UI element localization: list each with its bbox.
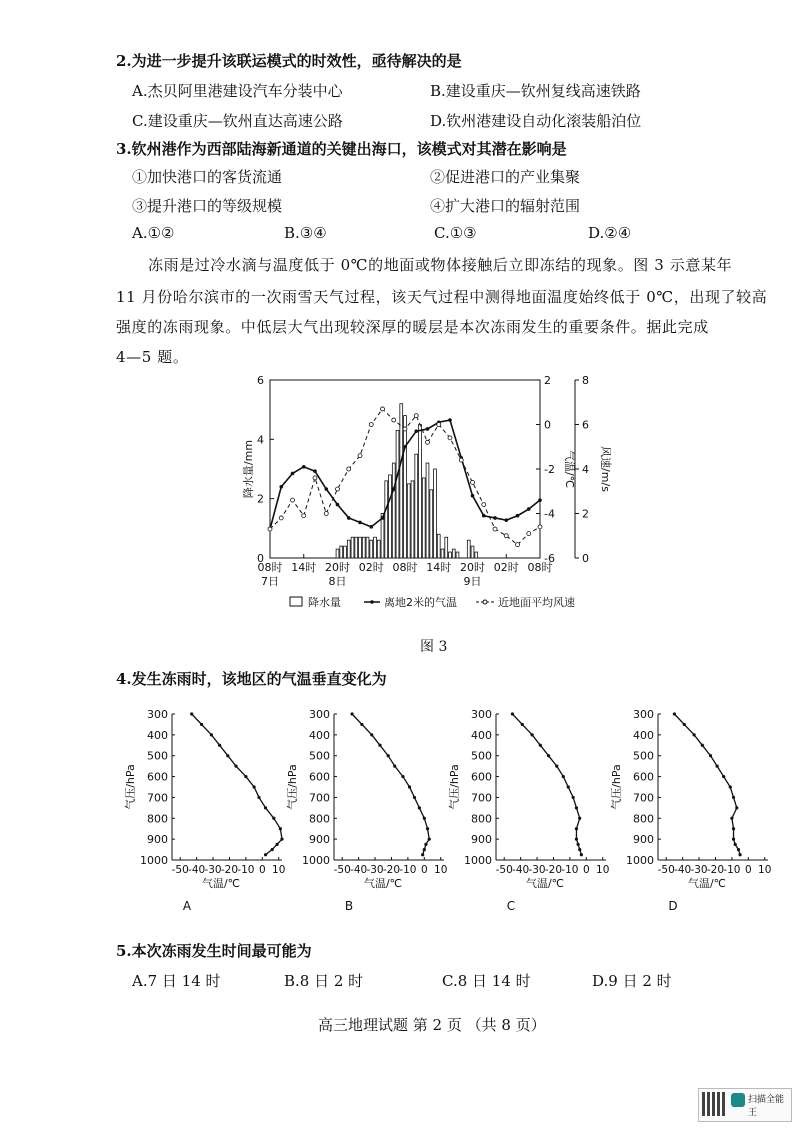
profile-point xyxy=(421,853,424,856)
temp-tick-label: 10 xyxy=(434,864,448,876)
profile-point xyxy=(539,744,542,747)
wind-point xyxy=(291,498,295,502)
scanner-watermark xyxy=(698,1088,792,1122)
precip-tick-label: 0 xyxy=(257,552,264,565)
temperature-point xyxy=(448,418,452,422)
precip-bar xyxy=(396,430,399,558)
panel-label: D xyxy=(668,899,678,913)
profile-point xyxy=(580,853,583,856)
q5-option-d: D.9 日 2 时 xyxy=(592,972,672,990)
temp-tick-label: -30 xyxy=(204,864,222,876)
profile-point xyxy=(575,838,578,841)
pressure-tick-label: 500 xyxy=(633,749,654,763)
temp-tick-label: -30 xyxy=(690,864,708,876)
precip-bar xyxy=(400,404,403,558)
x-tick-label: 20时 xyxy=(460,561,485,574)
pressure-tick-label: 400 xyxy=(633,728,654,742)
panel-label: A xyxy=(182,899,192,913)
q2-option-c: C.建设重庆—钦州直达高速公路 xyxy=(132,112,343,130)
temp-tick-label: -40 xyxy=(188,864,206,876)
pressure-tick-label: 800 xyxy=(633,812,654,826)
temp-tick-label: 0 xyxy=(420,864,428,876)
temp-tick-label: -40 xyxy=(350,864,368,876)
wind-point xyxy=(336,487,340,491)
wind-tick-label: 8 xyxy=(582,374,589,387)
precip-bar xyxy=(467,540,470,558)
wind-point xyxy=(426,440,430,444)
wind-point xyxy=(268,527,272,531)
legend-precip-label: 降水量 xyxy=(308,596,341,609)
precip-bar xyxy=(407,484,410,558)
precip-bar xyxy=(366,537,369,558)
profile-point xyxy=(275,843,278,846)
temperature-point xyxy=(504,518,508,522)
temp-tick-label: -10 xyxy=(399,864,417,876)
temp-tick-label: 10 xyxy=(596,864,610,876)
pressure-tick-label: 700 xyxy=(471,791,492,805)
x-tick-label: 08时 xyxy=(257,561,283,574)
wind-point xyxy=(538,525,542,529)
profile-point xyxy=(547,754,550,757)
profile-point xyxy=(737,848,740,851)
profile-point xyxy=(401,775,404,778)
wind-point xyxy=(482,503,486,507)
pressure-axis-label: 气压/hPa xyxy=(124,764,137,810)
profile-point xyxy=(190,712,193,715)
pressure-axis-label: 气压/hPa xyxy=(610,764,623,810)
wind-point xyxy=(516,543,520,547)
wind-point xyxy=(459,458,463,462)
pressure-tick-label: 1000 xyxy=(302,854,330,867)
pressure-tick-label: 600 xyxy=(147,770,168,784)
precip-bar xyxy=(374,537,377,558)
precip-tick-label: 4 xyxy=(257,433,264,447)
temp-tick-label: -30 xyxy=(366,864,384,876)
wind-point xyxy=(414,414,418,418)
intro-line-4: 4—5 题。 xyxy=(116,348,189,366)
profile-point xyxy=(732,796,735,799)
temperature-point xyxy=(313,469,317,473)
panel-label: C xyxy=(506,899,516,913)
profile-point xyxy=(531,733,534,736)
temp-tick-label: 0 xyxy=(582,864,590,876)
legend-temp-label: 离地2米的气温 xyxy=(384,596,457,609)
profile-line xyxy=(192,714,282,855)
pressure-tick-label: 500 xyxy=(309,749,330,763)
profile-chart-c xyxy=(444,702,624,920)
temperature-point xyxy=(426,427,430,431)
pressure-tick-label: 300 xyxy=(147,708,168,721)
profile-point xyxy=(378,744,381,747)
wind-point xyxy=(369,423,373,427)
wind-point xyxy=(347,467,351,471)
profile-point xyxy=(264,853,267,856)
profile-point xyxy=(408,785,411,788)
temperature-point xyxy=(279,485,283,489)
wind-tick-label: 0 xyxy=(582,552,589,565)
temperature-point xyxy=(414,429,418,433)
day-label: 8日 xyxy=(328,575,347,588)
profile-point xyxy=(732,827,735,830)
wind-point xyxy=(403,427,407,431)
temp-tick-label: -20 xyxy=(706,864,725,876)
pressure-tick-label: 700 xyxy=(309,791,330,805)
x-tick-label: 02时 xyxy=(493,561,519,574)
q4-stem: 4.发生冻雨时，该地区的气温垂直变化为 xyxy=(116,670,387,688)
temperature-point xyxy=(471,494,475,498)
scanner-badge-text: 扫描全能王 xyxy=(748,1095,785,1118)
precip-bar xyxy=(377,540,380,558)
x-tick-label: 02时 xyxy=(358,561,384,574)
pressure-axis-label: 气压/hPa xyxy=(448,764,461,810)
profile-point xyxy=(578,817,581,820)
temp-axis-label: 气温/℃ xyxy=(563,449,576,489)
precip-bar xyxy=(347,540,350,558)
temp-tick-label: -40 xyxy=(512,864,530,876)
q3-stem: 3.钦州港作为西部陆海新通道的关键出海口，该模式对其潜在影响是 xyxy=(116,140,567,158)
temperature-point xyxy=(369,525,373,529)
precip-bar xyxy=(449,552,452,558)
q3-option-a: A.①② xyxy=(132,224,175,242)
profile-point xyxy=(730,817,733,820)
scanner-logo-icon xyxy=(731,1093,745,1107)
profile-point xyxy=(734,843,737,846)
q2-option-a: A.杰贝阿里港建设汽车分装中心 xyxy=(132,82,343,100)
temp-tick-label: -50 xyxy=(171,864,189,876)
wind-point xyxy=(313,476,317,480)
profile-point xyxy=(673,712,676,715)
x-tick-label: 08时 xyxy=(392,561,418,574)
x-tick-label: 20时 xyxy=(325,561,350,574)
pressure-tick-label: 900 xyxy=(147,833,168,847)
profile-chart-d xyxy=(606,702,786,920)
precip-bar xyxy=(415,454,418,558)
q2-option-d: D.钦州港建设自动化滚装船泊位 xyxy=(430,112,642,130)
profile-point xyxy=(350,712,353,715)
pressure-tick-label: 700 xyxy=(147,791,168,805)
temperature-point xyxy=(527,507,531,511)
figure-3-chart xyxy=(230,368,610,628)
profile-point xyxy=(218,744,221,747)
profile-point xyxy=(423,848,426,851)
profile-point xyxy=(722,775,725,778)
precip-bar xyxy=(359,537,362,558)
precip-bar xyxy=(389,475,392,558)
wind-tick-label: 6 xyxy=(582,418,589,432)
temp-tick-label: -4 xyxy=(544,507,555,521)
temp-tick-label: 0 xyxy=(544,418,551,432)
pressure-tick-label: 500 xyxy=(147,749,168,763)
pressure-tick-label: 600 xyxy=(471,770,492,784)
profile-point xyxy=(257,796,260,799)
profile-line xyxy=(512,714,581,855)
legend-temp-marker xyxy=(370,600,374,604)
temp-tick-label: 2 xyxy=(544,374,551,387)
precip-bar xyxy=(437,534,440,558)
pressure-tick-label: 900 xyxy=(309,833,330,847)
temp-tick-label: 0 xyxy=(258,864,266,876)
temp-tick-label: -10 xyxy=(723,864,741,876)
precip-bar xyxy=(445,537,448,558)
profile-line xyxy=(674,714,740,855)
profile-point xyxy=(418,806,421,809)
temperature-point xyxy=(336,503,340,507)
q5-option-c: C.8 日 14 时 xyxy=(442,972,531,990)
profile-point xyxy=(428,838,431,841)
precip-bar xyxy=(370,540,373,558)
temp-axis-label: 气温/℃ xyxy=(525,877,565,890)
temp-tick-label: -30 xyxy=(528,864,546,876)
q2-option-b: B.建设重庆—钦州复线高速铁路 xyxy=(430,82,641,100)
profile-point xyxy=(576,843,579,846)
profile-point xyxy=(234,765,237,768)
q3-option-b: B.③④ xyxy=(284,224,327,242)
profile-point xyxy=(572,796,575,799)
page-footer: 高三地理试题 第 2 页 （共 8 页） xyxy=(318,1016,546,1034)
pressure-tick-label: 1000 xyxy=(626,854,654,867)
pressure-tick-label: 500 xyxy=(471,749,492,763)
temp-axis-label: 气温/℃ xyxy=(687,877,727,890)
profile-point xyxy=(716,765,719,768)
profile-point xyxy=(370,733,373,736)
q3-item-1: ①加快港口的客货流通 xyxy=(132,168,283,186)
pressure-tick-label: 700 xyxy=(633,791,654,805)
legend-precip-swatch xyxy=(290,597,302,606)
profile-point xyxy=(732,838,735,841)
wind-point xyxy=(302,514,306,518)
temp-axis-label: 气温/℃ xyxy=(363,877,403,890)
profile-point xyxy=(393,765,396,768)
precip-bar xyxy=(381,514,384,559)
pressure-tick-label: 300 xyxy=(309,708,330,721)
figure-caption: 图 3 xyxy=(420,639,448,655)
temperature-point xyxy=(347,516,351,520)
temp-tick-label: 10 xyxy=(758,864,772,876)
pressure-tick-label: 1000 xyxy=(464,854,492,867)
temperature-point xyxy=(324,487,328,491)
wind-point xyxy=(324,512,328,516)
pressure-tick-label: 1000 xyxy=(140,854,168,867)
temperature-point xyxy=(291,472,295,476)
wind-tick-label: 4 xyxy=(582,463,589,476)
intro-line-2: 11 月份哈尔滨市的一次雨雪天气过程，该天气过程中测得地面温度始终低于 0℃，出现了较高 xyxy=(116,288,768,306)
temperature-point xyxy=(358,521,362,525)
precip-tick-label: 2 xyxy=(257,492,264,506)
profile-point xyxy=(555,765,558,768)
pressure-tick-label: 400 xyxy=(147,728,168,742)
pressure-tick-label: 600 xyxy=(633,770,654,784)
precip-bar xyxy=(355,537,358,558)
wind-point xyxy=(493,527,497,531)
profile-point xyxy=(693,733,696,736)
q5-option-a: A.7 日 14 时 xyxy=(132,972,221,990)
profile-point xyxy=(575,827,578,830)
profile-point xyxy=(575,806,578,809)
profile-point xyxy=(424,843,427,846)
temp-tick-label: 0 xyxy=(744,864,752,876)
precip-bar xyxy=(430,490,433,558)
pressure-tick-label: 800 xyxy=(147,812,168,826)
wind-point xyxy=(392,418,396,422)
temp-tick-label: -20 xyxy=(220,864,239,876)
temp-tick-label: -6 xyxy=(544,552,555,565)
profile-point xyxy=(423,817,426,820)
wind-point xyxy=(527,532,531,536)
precip-bar xyxy=(471,546,474,558)
profile-point xyxy=(200,723,203,726)
pressure-tick-label: 300 xyxy=(471,708,492,721)
profile-point xyxy=(511,712,514,715)
profile-point xyxy=(426,827,429,830)
precip-bar xyxy=(475,552,478,558)
profile-point xyxy=(271,848,274,851)
temp-tick-label: -20 xyxy=(544,864,563,876)
temp-tick-label: -40 xyxy=(674,864,692,876)
legend-wind-marker xyxy=(483,600,487,604)
pressure-tick-label: 800 xyxy=(309,812,330,826)
profile-point xyxy=(738,853,741,856)
precip-bar xyxy=(422,478,425,558)
wind-point xyxy=(381,407,385,411)
pressure-tick-label: 900 xyxy=(471,833,492,847)
temperature-point xyxy=(381,516,385,520)
precip-bar xyxy=(340,546,343,558)
profile-point xyxy=(729,785,732,788)
profile-point xyxy=(735,806,738,809)
wind-point xyxy=(448,436,452,440)
wind-point xyxy=(279,516,283,520)
temp-tick-label: -50 xyxy=(495,864,513,876)
q2-stem: 2.为进一步提升该联运模式的时效性，亟待解决的是 xyxy=(116,52,462,70)
temp-tick-label: -50 xyxy=(333,864,351,876)
wind-axis-label: 风速/m/s xyxy=(599,446,612,492)
pressure-tick-label: 400 xyxy=(309,728,330,742)
precip-bar xyxy=(441,549,444,558)
pressure-axis-label: 气压/hPa xyxy=(286,764,299,810)
precip-bar xyxy=(411,481,414,558)
profile-point xyxy=(709,754,712,757)
pressure-tick-label: 300 xyxy=(633,708,654,721)
temp-tick-label: -10 xyxy=(237,864,255,876)
profile-point xyxy=(226,754,229,757)
q3-item-2: ②促进港口的产业集聚 xyxy=(430,168,581,186)
intro-line-3: 强度的冻雨现象。中低层大气出现较深厚的暖层是本次冻雨发生的重要条件。据此完成 xyxy=(116,318,709,336)
precip-tick-label: 6 xyxy=(257,374,264,387)
profile-point xyxy=(360,723,363,726)
temperature-point xyxy=(493,516,497,520)
pressure-tick-label: 400 xyxy=(471,728,492,742)
pressure-tick-label: 600 xyxy=(309,770,330,784)
profile-chart-a xyxy=(120,702,300,920)
profile-point xyxy=(562,775,565,778)
wind-tick-label: 2 xyxy=(582,507,589,521)
profile-point xyxy=(387,754,390,757)
wind-point xyxy=(358,454,362,458)
profile-line xyxy=(352,714,429,855)
day-label: 9日 xyxy=(463,575,482,588)
temp-tick-label: -50 xyxy=(657,864,675,876)
profile-point xyxy=(521,723,524,726)
profile-point xyxy=(567,785,570,788)
precip-bar xyxy=(392,463,395,558)
precip-bar xyxy=(385,481,388,558)
panel-label: B xyxy=(344,899,354,913)
wind-point xyxy=(437,423,441,427)
pressure-tick-label: 900 xyxy=(633,833,654,847)
profile-point xyxy=(683,723,686,726)
q5-stem: 5.本次冻雨发生时间最可能为 xyxy=(116,942,312,960)
precip-bar xyxy=(419,425,422,559)
profile-point xyxy=(252,785,255,788)
precip-bar xyxy=(351,537,354,558)
precip-bar xyxy=(456,552,459,558)
precip-bar xyxy=(404,416,407,558)
q3-option-d: D.②④ xyxy=(588,224,632,242)
qr-code-icon xyxy=(702,1092,726,1116)
day-label: 7日 xyxy=(261,575,279,588)
precip-bar xyxy=(344,546,347,558)
profile-point xyxy=(210,733,213,736)
precip-axis-label: 降水量/mm xyxy=(242,439,255,499)
temp-tick-label: -10 xyxy=(561,864,579,876)
profile-point xyxy=(701,744,704,747)
profile-point xyxy=(413,796,416,799)
temp-tick-label: -2 xyxy=(544,463,555,476)
profile-point xyxy=(244,775,247,778)
temp-tick-label: -20 xyxy=(382,864,401,876)
intro-line-1: 冻雨是过冷水滴与温度低于 0℃的地面或物体接触后立即冻结的现象。图 3 示意某年 xyxy=(148,256,733,274)
temperature-point xyxy=(302,465,306,469)
q3-item-4: ④扩大港口的辐射范围 xyxy=(430,197,581,215)
q3-option-c: C.①③ xyxy=(434,224,477,242)
temperature-point xyxy=(403,445,407,449)
precip-bar xyxy=(336,549,339,558)
temperature-point xyxy=(516,514,520,518)
x-tick-label: 14时 xyxy=(291,561,317,574)
temperature-point xyxy=(392,487,396,491)
precip-bar xyxy=(426,463,429,558)
wind-point xyxy=(471,480,475,484)
precip-bar xyxy=(434,469,437,558)
legend-wind-label: 近地面平均风速 xyxy=(498,596,575,609)
q5-option-b: B.8 日 2 时 xyxy=(284,972,364,990)
x-tick-label: 14时 xyxy=(426,561,452,574)
precip-bar xyxy=(362,537,365,558)
x-tick-label: 08时 xyxy=(527,561,553,574)
profile-chart-b xyxy=(282,702,462,920)
profile-point xyxy=(578,848,581,851)
temp-axis-label: 气温/℃ xyxy=(201,877,241,890)
profile-point xyxy=(264,806,267,809)
pressure-tick-label: 800 xyxy=(471,812,492,826)
precip-bar xyxy=(452,549,455,558)
profile-point xyxy=(272,817,275,820)
wind-point xyxy=(504,534,508,538)
temperature-point xyxy=(538,498,542,502)
temperature-point xyxy=(482,514,486,518)
temp-tick-label: 10 xyxy=(272,864,286,876)
q3-item-3: ③提升港口的等级规模 xyxy=(132,197,283,215)
